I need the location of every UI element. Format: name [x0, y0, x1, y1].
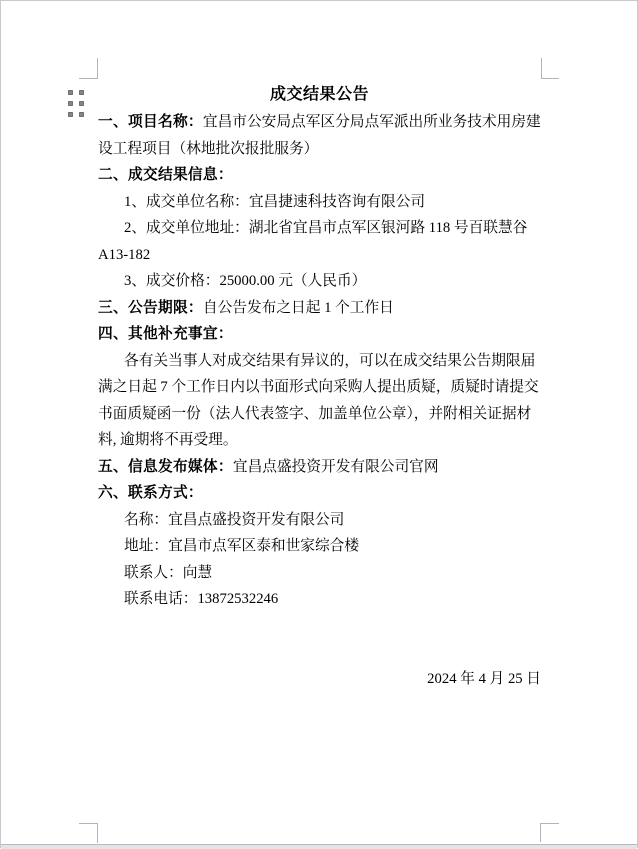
text-segment: 书面质疑函一份（法人代表签字、加盖单位公章），并附相关证据材	[98, 405, 532, 422]
text-line	[98, 401, 541, 428]
text-line	[98, 427, 541, 454]
text-segment: 地址：宜昌市点军区泰和世家综合楼	[124, 538, 360, 554]
text-segment: 名称：宜昌点盛投资开发有限公司	[124, 511, 345, 528]
text-segment: 六、联系方式：	[98, 485, 203, 501]
text-segment: 联系人：向慧	[124, 564, 213, 581]
text-segment: 宜昌市公安局点军区分局点军派出所业务技术用房建	[202, 114, 541, 130]
text-line	[98, 586, 541, 613]
text-segment: 3、成交价格：25000.00 元（人民币）	[124, 273, 367, 289]
text-line	[98, 215, 541, 242]
text-segment: 设工程项目（林地批次报批服务）	[98, 140, 319, 157]
text-line	[98, 507, 541, 534]
margin-mark-bottom-left	[79, 823, 98, 843]
text-segment: 满之日起 7 个工作日内以书面形式向采购人提出质疑，质疑时请提交	[98, 379, 539, 395]
text-line	[98, 295, 541, 322]
text-segment: 各有关当事人对成交结果有异议的，可以在成交结果公告期限届	[124, 352, 536, 369]
document-content	[98, 81, 541, 692]
text-segment: A13-182	[98, 246, 151, 263]
text-line	[98, 109, 541, 136]
page-bottom-edge	[1, 844, 637, 849]
text-line	[98, 189, 541, 216]
text-segment: 五、信息发布媒体：	[98, 458, 233, 475]
text-line	[98, 348, 541, 375]
margin-mark-bottom-right	[540, 823, 559, 842]
text-segment: 联系电话：13872532246	[124, 591, 279, 607]
text-line	[98, 136, 541, 163]
text-segment: 自公告发布之日起 1 个工作日	[202, 299, 394, 316]
text-line	[98, 374, 541, 401]
text-segment: 一、项目名称：	[98, 114, 203, 130]
text-line	[98, 533, 541, 560]
margin-mark-top-right	[541, 58, 559, 79]
text-segment: 宜昌点盛投资开发有限公司官网	[232, 458, 439, 475]
text-line	[98, 242, 541, 269]
drag-handle-icon[interactable]	[68, 90, 84, 117]
blank-line	[98, 639, 541, 666]
text-segment: 三、公告期限：	[98, 299, 203, 316]
text-segment: 2、成交单位地址：湖北省宜昌市点军区银河路 118 号百联慧谷	[124, 220, 528, 236]
text-line	[98, 560, 541, 587]
document-title: 成交结果公告	[269, 86, 369, 103]
text-line	[98, 480, 541, 507]
text-segment: 二、成交结果信息：	[98, 167, 233, 183]
blank-line	[98, 613, 541, 640]
margin-mark-top-left	[79, 58, 98, 79]
document-body	[98, 109, 541, 666]
text-segment: 四、其他补充事宜：	[98, 326, 233, 342]
text-line	[98, 162, 541, 189]
text-line	[98, 321, 541, 348]
date-line: 2024 年 4 月 25 日	[427, 670, 541, 687]
text-line	[98, 268, 541, 295]
text-segment: 1、成交单位名称：宜昌捷速科技咨询有限公司	[124, 193, 426, 210]
text-line	[98, 454, 541, 481]
text-segment: 料, 逾期将不再受理。	[98, 432, 238, 448]
